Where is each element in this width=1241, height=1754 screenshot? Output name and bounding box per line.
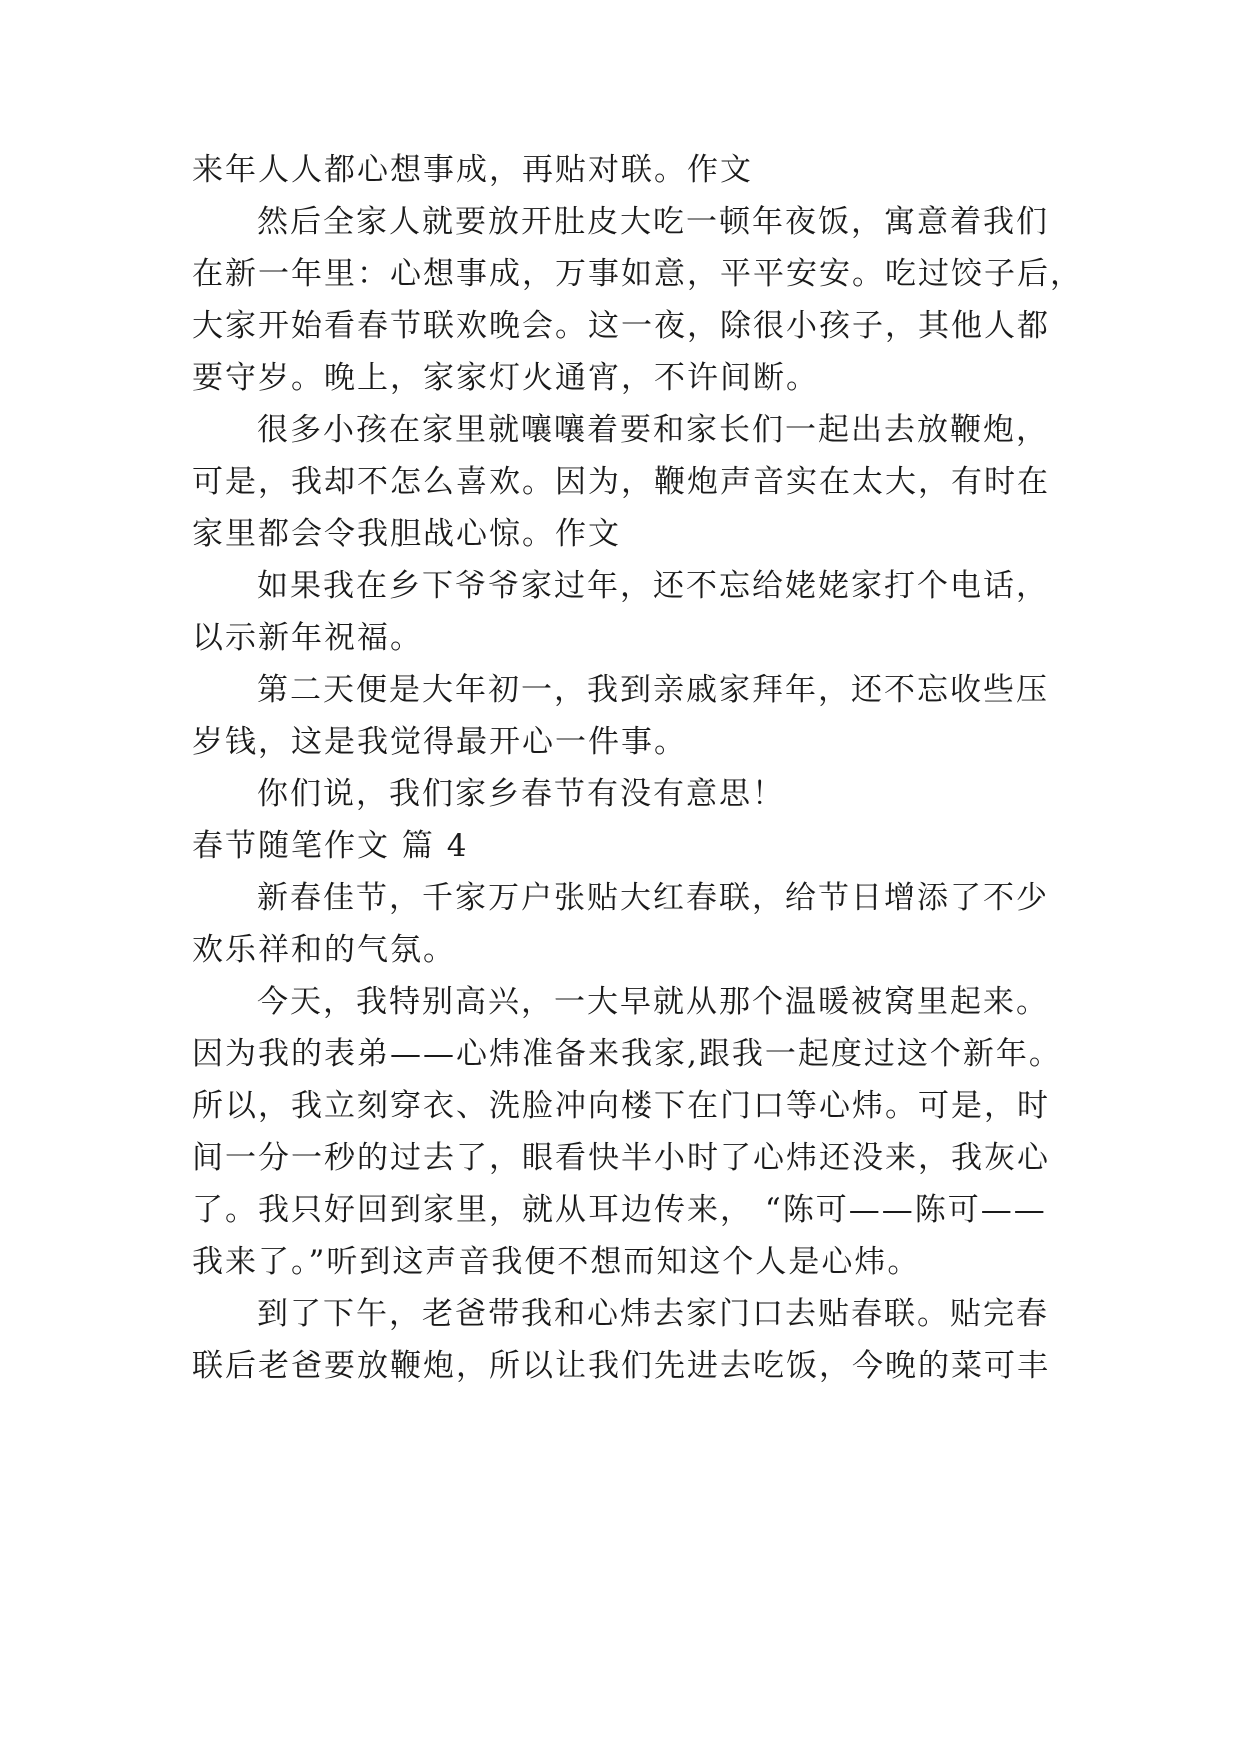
text-line: 要守岁。晚上，家家灯火通宵，不许间断。	[192, 360, 819, 396]
text-line: 所以，我立刻穿衣、洗脸冲向楼下在门口等心炜。可是，时	[192, 1088, 1050, 1124]
text-line: 今天，我特别高兴，一大早就从那个温暖被窝里起来。	[257, 984, 1049, 1020]
text-line: 因为我的表弟——心炜准备来我家,跟我一起度过这个新年。	[192, 1036, 1062, 1072]
text-line: 岁钱，这是我觉得最开心一件事。	[192, 724, 687, 760]
text-line: 了。我只好回到家里，就从耳边传来， “陈可——陈可——	[192, 1192, 1047, 1228]
text-line: 第二天便是大年初一，我到亲戚家拜年，还不忘收些压	[257, 672, 1049, 708]
text-line: 来年人人都心想事成，再贴对联。作文	[192, 152, 753, 188]
text-line: 间一分一秒的过去了，眼看快半小时了心炜还没来，我灰心	[192, 1140, 1050, 1176]
text-line: 大家开始看春节联欢晚会。这一夜，除很小孩子，其他人都	[192, 308, 1050, 344]
text-line: 在新一年里：心想事成，万事如意，平平安安。吃过饺子后，	[192, 256, 1083, 292]
text-line: 欢乐祥和的气氛。	[192, 932, 456, 968]
text-line: 我来了。”听到这声音我便不想而知这个人是心炜。	[192, 1244, 921, 1280]
text-line: 可是，我却不怎么喜欢。因为，鞭炮声音实在太大，有时在	[192, 464, 1050, 500]
text-line: 新春佳节，千家万户张贴大红春联，给节日增添了不少	[257, 880, 1049, 916]
section-heading: 春节随笔作文 篇 4	[192, 828, 469, 864]
text-line: 然后全家人就要放开肚皮大吃一顿年夜饭，寓意着我们	[257, 204, 1049, 240]
text-line: 以示新年祝福。	[192, 620, 423, 656]
text-line: 家里都会令我胆战心惊。作文	[192, 516, 621, 552]
text-line: 你们说，我们家乡春节有没有意思！	[257, 776, 785, 812]
text-line: 如果我在乡下爷爷家过年，还不忘给姥姥家打个电话，	[257, 568, 1049, 604]
text-line: 很多小孩在家里就嚷嚷着要和家长们一起出去放鞭炮，	[257, 412, 1049, 448]
text-line: 联后老爸要放鞭炮，所以让我们先进去吃饭，今晚的菜可丰	[192, 1348, 1050, 1384]
text-line: 到了下午，老爸带我和心炜去家门口去贴春联。贴完春	[257, 1296, 1049, 1332]
